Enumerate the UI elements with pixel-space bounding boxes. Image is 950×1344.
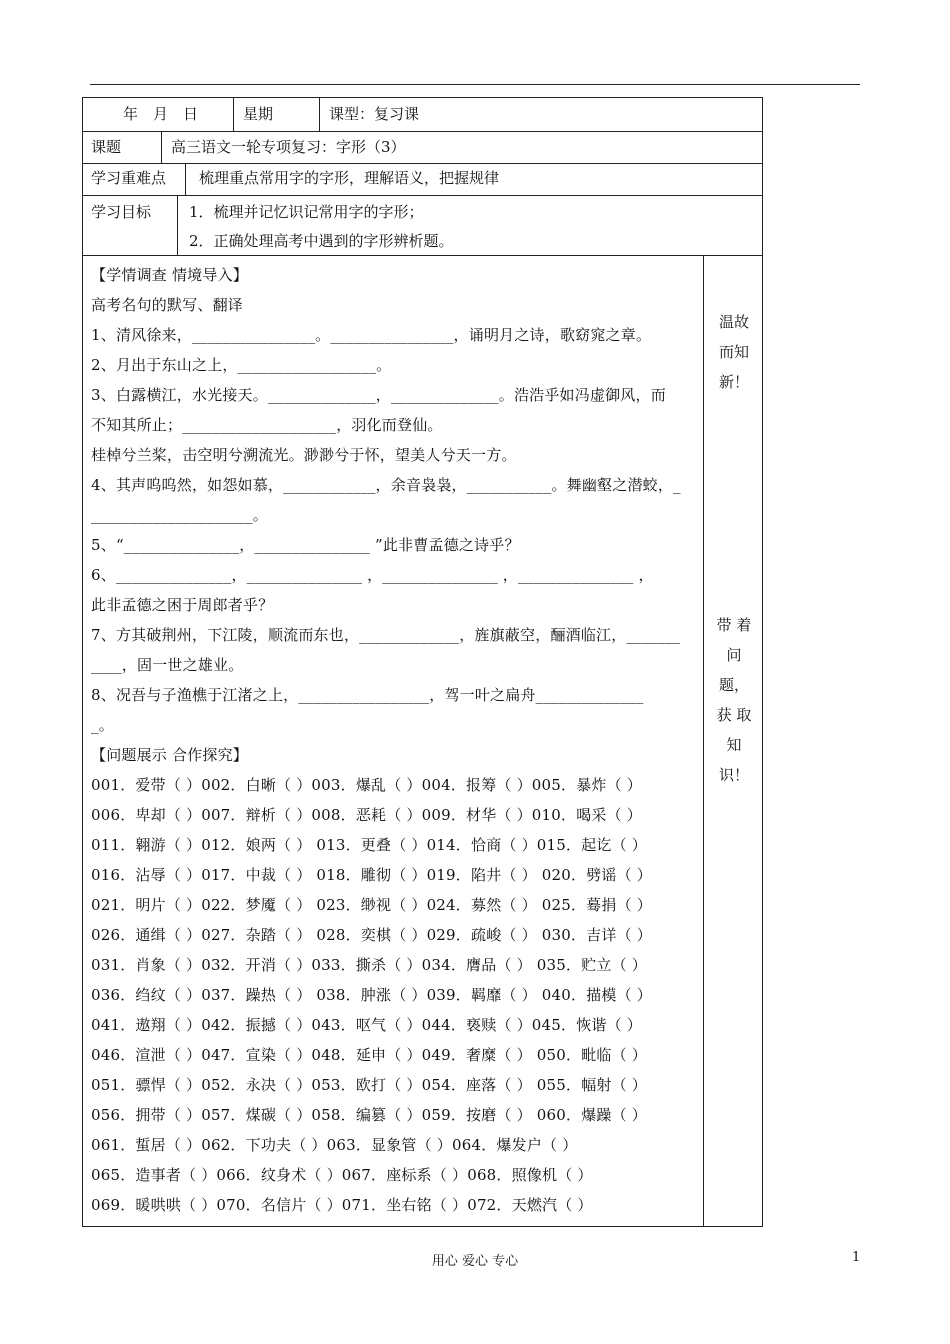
- content-line: 7、方其破荆州，下江陵，顺流而东也，_____________，旌旗蔽空，酾酒临江，_______: [91, 626, 681, 644]
- content-line: 不知其所止；____________________，羽化而登仙。: [91, 416, 443, 434]
- content-line: ____，固一世之雄业。: [91, 656, 244, 674]
- content-line: 006．卑却（ ）007．辩析（ ）008．恶耗（ ）009．材华（ ）010．喝采（ ）: [91, 806, 642, 824]
- sidebar-line: 问: [726, 646, 742, 664]
- focus-value: 梳理重点常用字的字形，理解语义，把握规律: [199, 169, 500, 187]
- content-line: 061．蜇居（ ）062．下功夫（ ）063．显象管（ ）064．爆发户（ ）: [91, 1136, 578, 1154]
- content-line: 6、_______________，_______________ ，_______________ ，_______________ ，: [91, 566, 654, 584]
- content-line: 011．翱游（ ）012．娘两（ ） 013．更叠（ ）014．恰商（ ）015．起讫（ ）: [91, 836, 647, 854]
- footer-text: 用心 爱心 专心: [431, 1254, 519, 1269]
- content-line: 4、其声呜呜然，如怨如慕，____________，余音袅袅，___________。舞幽壑之潜蛟，_: [91, 476, 681, 494]
- focus-label: 学习重难点: [91, 169, 167, 187]
- content-line: 041．遨翔（ ）042．振撼（ ）043．呕气（ ）044．亵赎（ ）045．恢谐（ ）: [91, 1016, 642, 1034]
- content-line: 036．绉纹（ ）037．躁热（ ） 038．肿涨（ ）039．羁靡（ ） 040．描模（ ）: [91, 986, 652, 1004]
- content-line: 5、“_______________，_______________ ”此非曹孟德之诗乎？: [91, 536, 520, 554]
- content-line: 051．骠悍（ ）052．永决（ ）053．欧打（ ）054．座落（ ） 055．幅射（ ）: [91, 1076, 647, 1094]
- week-label: 星期: [243, 105, 274, 123]
- content-line: _。: [91, 716, 114, 734]
- content-line: 031．肖象（ ）032．开消（ ）033．撕杀（ ）034．膺品（ ） 035．贮立（ ）: [91, 956, 647, 974]
- content-line: 3、白露横江，水光接天。______________，______________。浩浩乎如冯虚御风，而: [91, 386, 666, 404]
- sidebar-line: 题，: [718, 676, 749, 694]
- content-line: 021．明片（ ）022．梦魇（ ） 023．缈视（ ）024．募然（ ） 025．蓦捐（ ）: [91, 896, 652, 914]
- sidebar-note-review: [707, 307, 761, 397]
- content-line: 069．暖哄哄（ ）070．名信片（ ）071．坐右铭（ ）072．天燃汽（ ）: [91, 1196, 593, 1214]
- page-number: 1: [852, 1250, 861, 1265]
- content-line: 高考名句的默写、翻译: [91, 296, 244, 314]
- content-line: _____________________。: [91, 506, 268, 524]
- content-line: 【学情调查 情境导入】: [91, 266, 248, 284]
- date-label: 年 月 日: [123, 105, 199, 123]
- content-line: 【问题展示 合作探究】: [91, 746, 248, 764]
- sidebar-line: 获 取: [716, 706, 752, 724]
- content-line: 026．通缉（ ）027．杂踏（ ） 028．奕棋（ ）029．疏峻（ ） 030．吉详（ ）: [91, 926, 652, 944]
- content-line: 046．渲泄（ ）047．宣染（ ）048．延申（ ）049．奢糜（ ） 050．毗临（ ）: [91, 1046, 647, 1064]
- topic-label: 课题: [91, 138, 122, 156]
- topic-value: 高三语文一轮专项复习：字形（3）: [171, 138, 406, 156]
- content-line: 桂棹兮兰桨，击空明兮溯流光。渺渺兮于怀，望美人兮天一方。: [91, 446, 517, 464]
- sidebar-line: 温故: [718, 313, 749, 331]
- sidebar-line: 而知: [718, 343, 749, 361]
- goal-item: 1．梳理并记忆识记常用字的字形；: [189, 203, 424, 221]
- sidebar-line: 知: [726, 736, 742, 754]
- content-line: 8、况吾与子渔樵于江渚之上，_________________，驾一叶之扁舟______________: [91, 686, 644, 704]
- content-line: 此非孟德之困于周郎者乎？: [91, 596, 274, 614]
- sidebar-line: 识！: [718, 766, 749, 784]
- sidebar-note-questions: [707, 610, 761, 790]
- sidebar-line: 新！: [718, 373, 749, 391]
- sidebar-line: 带 着: [716, 616, 752, 634]
- goal-item: 2．正确处理高考中遇到的字形辨析题。: [189, 232, 454, 250]
- content-line: 001．爱带（ ）002．白晰（ ）003．爆乱（ ）004．报筹（ ）005．暴炸（ ）: [91, 776, 642, 794]
- content-line: 065．造事者（ ）066．纹身术（ ）067．座标系（ ）068．照像机（ ）: [91, 1166, 593, 1184]
- lesson-plan-table: [82, 97, 763, 1227]
- header-rule: [90, 84, 860, 85]
- content-line: 016．沾辱（ ）017．中裁（ ） 018．雕彻（ ）019．陷井（ ） 020．劈谣（ ）: [91, 866, 652, 884]
- content-line: 2、月出于东山之上，__________________。: [91, 356, 392, 374]
- goals-label: 学习目标: [91, 203, 152, 221]
- content-line: 1、清风徐来，________________。________________，诵明月之诗，歌窈窕之章。: [91, 326, 652, 344]
- content-line: 056．拥带（ ）057．煤碳（ ）058．编篡（ ）059．按磨（ ） 060．爆躁（ ）: [91, 1106, 647, 1124]
- lesson-type: 课型：复习课: [329, 105, 420, 123]
